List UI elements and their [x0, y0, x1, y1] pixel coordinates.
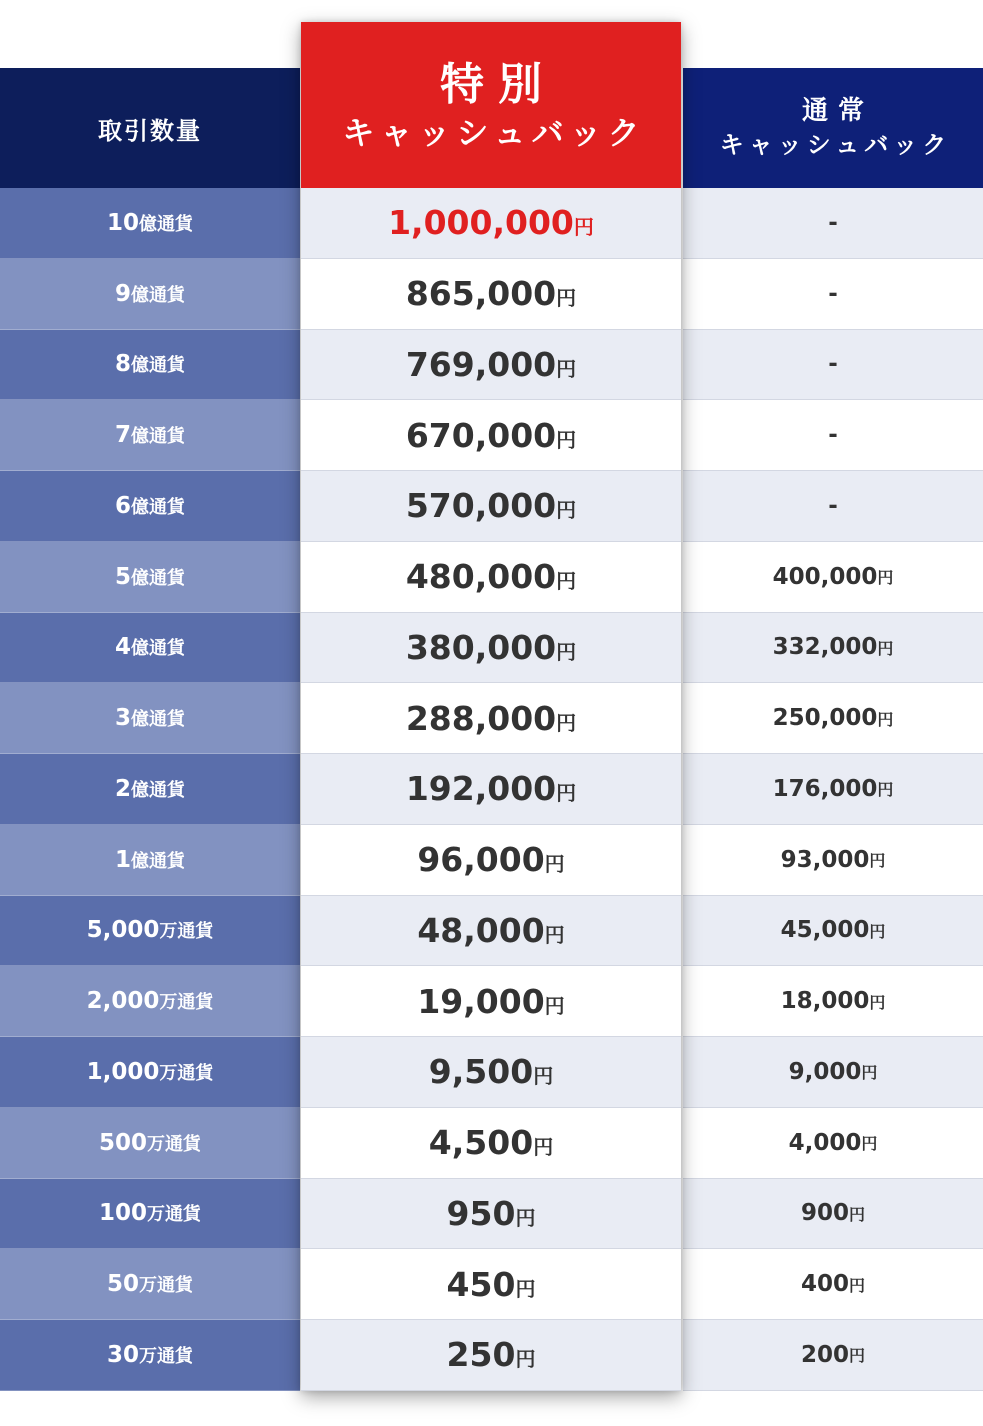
volume-unit: 億通貨 — [131, 709, 185, 731]
special-cashback-cell — [301, 542, 681, 613]
normal-cashback-amount: 332,000 — [772, 634, 878, 661]
normal-yen-unit: 円 — [869, 851, 886, 871]
normal-cashback-rows — [683, 188, 983, 1391]
normal-yen-unit: 円 — [849, 1204, 866, 1224]
special-yen-unit: 円 — [533, 1135, 554, 1160]
special-cashback-column — [301, 22, 681, 1391]
special-cashback-cell — [301, 471, 681, 542]
volume-cell — [0, 613, 300, 684]
special-cashback-cell — [301, 1179, 681, 1250]
special-cashback-amount: 670,000 — [405, 415, 557, 455]
volume-unit: 億通貨 — [131, 496, 185, 518]
volume-cell — [0, 188, 300, 259]
normal-cashback-amount: 900 — [800, 1200, 849, 1227]
volume-number: 1 — [114, 846, 131, 873]
volume-unit: 億通貨 — [131, 355, 185, 377]
special-yen-unit: 円 — [556, 286, 577, 311]
special-yen-unit: 円 — [556, 569, 577, 594]
normal-cashback-amount: 400,000 — [772, 563, 878, 590]
normal-cashback-cell — [683, 966, 983, 1037]
normal-header-subtitle: キャッシュバック — [719, 131, 952, 160]
normal-yen-unit: 円 — [861, 1063, 878, 1083]
volume-number: 3 — [114, 705, 131, 732]
normal-cashback-amount: - — [828, 280, 838, 307]
volume-cell — [0, 896, 300, 967]
normal-cashback-cell — [683, 683, 983, 754]
normal-cashback-amount: - — [828, 351, 838, 378]
volume-unit: 万通貨 — [139, 1345, 193, 1367]
special-cashback-amount: 19,000 — [417, 981, 545, 1021]
special-yen-unit: 円 — [556, 498, 577, 523]
volume-unit: 万通貨 — [159, 921, 214, 943]
normal-cashback-amount: - — [828, 492, 838, 519]
special-cashback-cell — [301, 259, 681, 330]
normal-cashback-cell — [683, 542, 983, 613]
normal-cashback-cell — [683, 613, 983, 684]
volume-cell — [0, 400, 300, 471]
volume-unit: 億通貨 — [139, 213, 193, 235]
volume-unit: 億通貨 — [131, 779, 185, 801]
volume-unit: 万通貨 — [159, 1062, 214, 1084]
volume-number: 30 — [106, 1341, 139, 1368]
normal-cashback-amount: 176,000 — [772, 775, 878, 802]
volume-number: 1,000 — [86, 1058, 160, 1085]
volume-unit: 億通貨 — [131, 850, 185, 872]
special-cashback-cell — [301, 1320, 681, 1391]
normal-cashback-amount: 9,000 — [788, 1058, 862, 1085]
volume-cell — [0, 259, 300, 330]
special-yen-unit: 円 — [515, 1205, 536, 1230]
special-yen-unit: 円 — [515, 1347, 536, 1372]
volume-cell — [0, 683, 300, 754]
volume-number: 7 — [114, 422, 131, 449]
special-cashback-amount: 96,000 — [417, 840, 545, 880]
special-yen-unit: 円 — [515, 1276, 536, 1301]
normal-yen-unit: 円 — [877, 568, 894, 588]
special-cashback-amount: 570,000 — [405, 486, 557, 526]
volume-number: 6 — [114, 492, 131, 519]
normal-yen-unit: 円 — [849, 1346, 866, 1366]
special-cashback-amount: 380,000 — [405, 627, 557, 667]
special-cashback-cell — [301, 683, 681, 754]
normal-header-title: 通常 — [801, 96, 874, 127]
special-cashback-rows — [301, 188, 681, 1391]
special-yen-unit: 円 — [556, 639, 577, 664]
volume-number: 4 — [114, 634, 131, 661]
special-cashback-amount: 4,500 — [428, 1123, 534, 1163]
normal-cashback-amount: 200 — [800, 1341, 849, 1368]
special-cashback-cell — [301, 188, 681, 259]
volume-cell — [0, 1179, 300, 1250]
volume-unit: 億通貨 — [131, 426, 185, 448]
volume-unit: 万通貨 — [139, 1275, 193, 1297]
special-cashback-amount: 1,000,000 — [388, 203, 574, 243]
volume-number: 9 — [114, 280, 131, 307]
volume-cell — [0, 1108, 300, 1179]
special-cashback-cell — [301, 1108, 681, 1179]
special-cashback-amount: 480,000 — [405, 557, 557, 597]
special-cashback-amount: 192,000 — [405, 769, 557, 809]
normal-cashback-amount: 250,000 — [772, 705, 878, 732]
special-cashback-cell — [301, 825, 681, 896]
normal-cashback-cell — [683, 754, 983, 825]
normal-yen-unit: 円 — [877, 638, 894, 658]
special-yen-unit: 円 — [544, 922, 565, 947]
special-cashback-header — [301, 22, 681, 188]
special-cashback-cell — [301, 330, 681, 401]
normal-cashback-cell — [683, 1179, 983, 1250]
normal-yen-unit: 円 — [877, 780, 894, 800]
normal-cashback-cell — [683, 896, 983, 967]
normal-yen-unit: 円 — [869, 921, 886, 941]
special-cashback-amount: 950 — [446, 1193, 516, 1233]
normal-cashback-cell — [683, 825, 983, 896]
special-cashback-cell — [301, 966, 681, 1037]
volume-cell — [0, 471, 300, 542]
special-cashback-cell — [301, 754, 681, 825]
volume-number: 50 — [106, 1271, 139, 1298]
volume-number: 5 — [114, 563, 131, 590]
volume-unit: 万通貨 — [147, 1204, 201, 1226]
special-yen-unit: 円 — [556, 710, 577, 735]
special-cashback-cell — [301, 613, 681, 684]
special-cashback-amount: 250 — [446, 1335, 516, 1375]
volume-number: 10 — [106, 209, 139, 236]
special-yen-unit: 円 — [556, 427, 577, 452]
special-yen-unit: 円 — [573, 215, 594, 240]
special-cashback-cell — [301, 1037, 681, 1108]
normal-cashback-amount: 4,000 — [788, 1129, 862, 1156]
volume-cell — [0, 966, 300, 1037]
special-cashback-amount: 288,000 — [405, 698, 557, 738]
volume-number: 5,000 — [86, 917, 160, 944]
normal-cashback-amount: 93,000 — [780, 846, 870, 873]
special-header-subtitle: キャッシュバック — [342, 113, 646, 152]
normal-cashback-cell — [683, 1108, 983, 1179]
normal-cashback-amount: 400 — [800, 1271, 849, 1298]
special-yen-unit: 円 — [556, 781, 577, 806]
volume-cell — [0, 1320, 300, 1391]
volume-unit: 億通貨 — [131, 567, 185, 589]
normal-cashback-cell — [683, 1037, 983, 1108]
special-cashback-cell — [301, 400, 681, 471]
volume-unit: 万通貨 — [159, 992, 214, 1014]
volume-cell — [0, 1037, 300, 1108]
special-cashback-amount: 450 — [446, 1264, 516, 1304]
normal-yen-unit: 円 — [861, 1134, 878, 1154]
special-cashback-cell — [301, 1249, 681, 1320]
volume-cell — [0, 825, 300, 896]
normal-cashback-amount: - — [828, 422, 838, 449]
normal-cashback-amount: - — [828, 209, 838, 236]
normal-cashback-column — [683, 68, 983, 1391]
volume-number: 500 — [98, 1129, 147, 1156]
normal-cashback-cell — [683, 1320, 983, 1391]
normal-yen-unit: 円 — [869, 992, 886, 1012]
normal-cashback-cell — [683, 259, 983, 330]
special-cashback-amount: 48,000 — [417, 910, 545, 950]
volume-cell — [0, 330, 300, 401]
special-yen-unit: 円 — [533, 1064, 554, 1089]
special-cashback-amount: 769,000 — [405, 344, 557, 384]
special-cashback-amount: 9,500 — [428, 1052, 534, 1092]
volume-number: 2,000 — [86, 988, 160, 1015]
special-cashback-amount: 865,000 — [405, 274, 557, 314]
normal-cashback-cell — [683, 400, 983, 471]
special-header-title: 特別 — [440, 58, 556, 110]
volume-unit: 億通貨 — [131, 284, 185, 306]
volume-cell — [0, 754, 300, 825]
normal-cashback-amount: 45,000 — [780, 917, 870, 944]
volume-number: 100 — [98, 1200, 147, 1227]
volume-number: 2 — [114, 775, 131, 802]
special-yen-unit: 円 — [544, 852, 565, 877]
volume-column — [0, 68, 300, 1391]
volume-cell — [0, 542, 300, 613]
special-yen-unit: 円 — [544, 993, 565, 1018]
special-yen-unit: 円 — [556, 356, 577, 381]
volume-unit: 万通貨 — [147, 1133, 201, 1155]
volume-number: 8 — [114, 351, 131, 378]
normal-cashback-cell — [683, 330, 983, 401]
volume-cell — [0, 1249, 300, 1320]
normal-cashback-cell — [683, 471, 983, 542]
special-cashback-cell — [301, 896, 681, 967]
normal-cashback-amount: 18,000 — [780, 988, 870, 1015]
volume-unit: 億通貨 — [131, 638, 185, 660]
normal-cashback-cell — [683, 188, 983, 259]
normal-cashback-header — [683, 68, 983, 188]
normal-yen-unit: 円 — [877, 709, 894, 729]
normal-cashback-cell — [683, 1249, 983, 1320]
normal-yen-unit: 円 — [849, 1275, 866, 1295]
volume-header: 取引数量 — [0, 68, 300, 188]
volume-rows — [0, 188, 300, 1391]
